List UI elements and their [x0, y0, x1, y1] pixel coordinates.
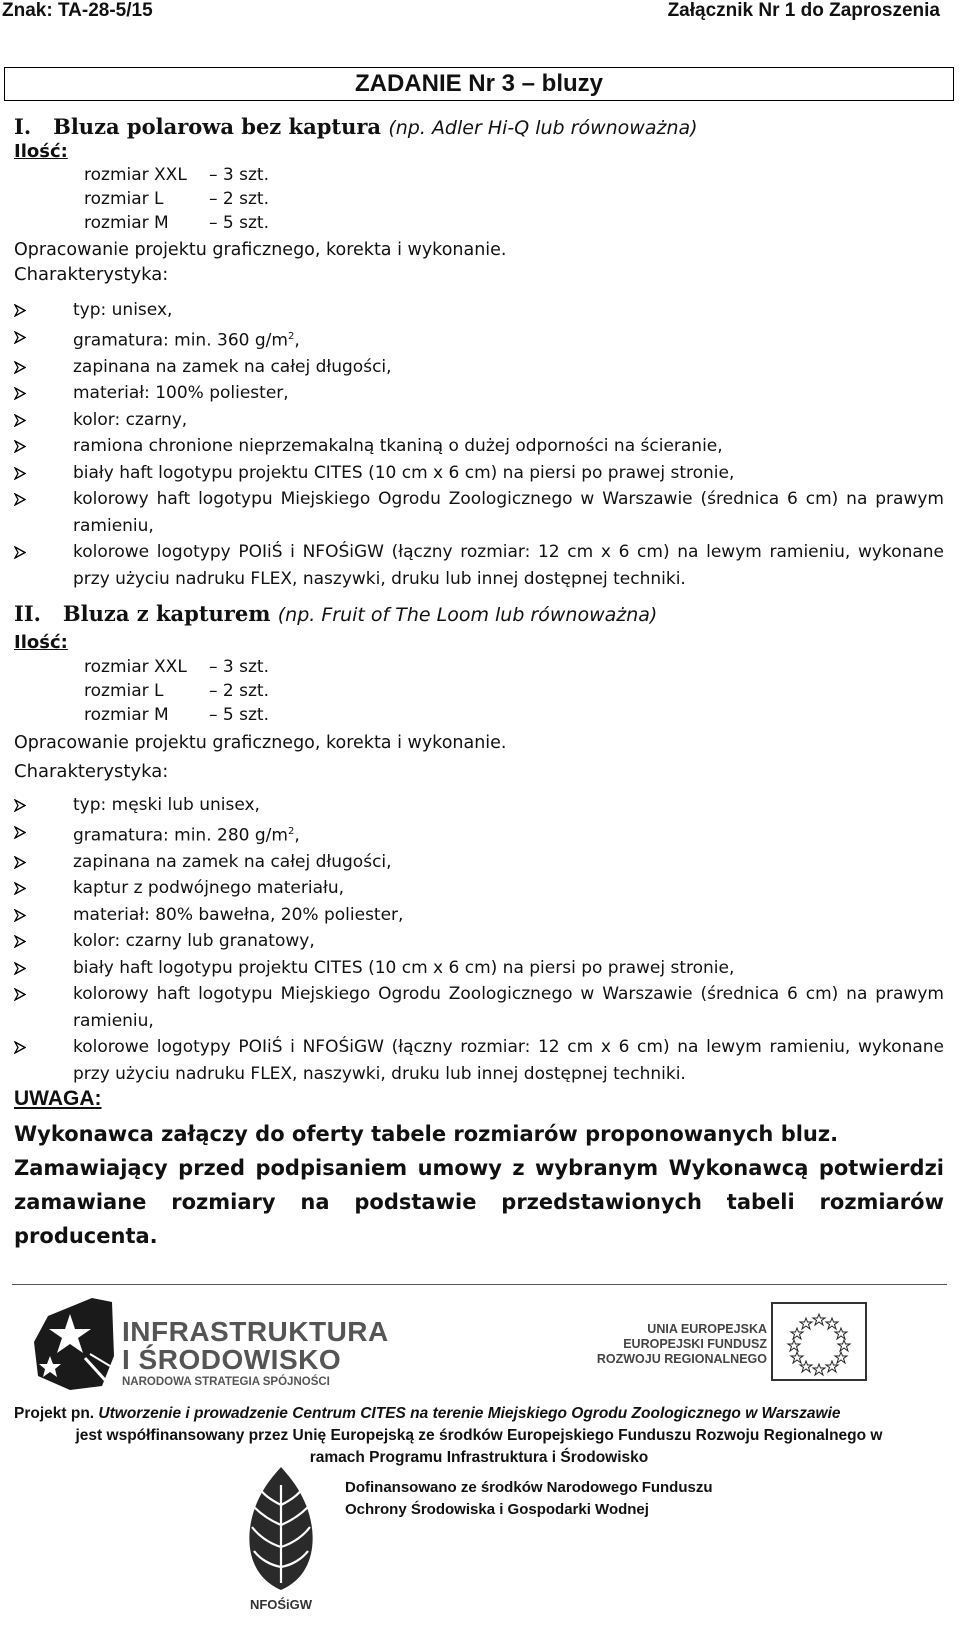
list-item: typ: unisex, [14, 297, 944, 324]
arrowhead-bullet-icon [14, 493, 26, 506]
arrowhead-bullet-icon [14, 440, 26, 453]
section-2-number: II. [14, 601, 41, 626]
list-item: kolorowe logotypy POIiŚ i NFOŚiGW (łączny rozmiar: 12 cm x 6 cm) na lewym ramieniu, wykonane przy użyciu nadruku FLEX, naszywki, druku lub innej dostępnej techniki. [14, 1034, 944, 1087]
eu-logo-text: UNIA EUROPEJSKA EUROPEJSKI FUNDUSZ ROZWOJU REGIONALNEGO [596, 1322, 767, 1366]
list-item: kolorowy haft logotypu Miejskiego Ogrodu Zoologicznego w Warszawie (średnica 6 cm) na prawym ramieniu, [14, 486, 944, 539]
eu-flag-icon [771, 1302, 867, 1381]
list-item: kaptur z podwójnego materiału, [14, 875, 944, 902]
logo-text-line-3: NARODOWA STRATEGIA SPÓJNOŚCI [122, 1376, 330, 1388]
section-2-char-label: Charakterystyka: [14, 761, 169, 782]
section-2-characteristics [14, 792, 944, 1087]
task-title: ZADANIE Nr 3 – bluzy [4, 67, 954, 101]
list-item: biały haft logotypu projektu CITES (10 cm x 6 cm) na piersi po prawej stronie, [14, 955, 944, 982]
section-2-heading [14, 601, 657, 628]
document-page: Znak: TA-28-5/15 Załącznik Nr 1 do Zaproszenia ZADANIE Nr 3 – bluzy I. Bluza polarowa bez kaptura (np. Adler Hi-Q lub równoważna) Ilość: rozmiar XXL – 3 szt. rozmiar L – 2 szt. rozmiar M – 5 szt. Opracowanie projektu graficznego, korekta i wykonanie. Charakterystyka: typ: unisex, gramatura: min. 360 $g/m^2$, zapinana na zamek na całej długości, materiał: 100% poliester, kolor: czarny, ramiona chronione nieprzemakalną tkaniną o dużej odporności na ścieranie, biały haft logotypu projektu CITES (10 cm x 6 cm) na piersi po prawej stronie, kolorowy haft logotypu Miejskiego Ogrodu Zoologicznego w Warszawie (średnica 6 cm) na prawym ramieniu, kolorowe logotypy POIiŚ i NFOŚiGW (łączny rozmiar: 12 cm x 6 cm) na lewym ramieniu, wykonane przy użyciu nadruku FLEX, naszywki, druku lub innej dostępnej techniki. II. Bluza z kapturem (np. Fruit of The Loom lub równoważna) Ilość: rozmiar XXL – 3 szt. rozmiar L – 2 szt. rozmiar M – 5 szt. Opracowanie projektu graficznego, korekta i wykonanie. Charakterystyka: typ: męski lub unisex, gramatura: min. 280 $g/m^2$, zapinana na zamek na całej długości, kaptur z podwójnego materiału, materiał: 80% bawełna, 20% poliester, kolor: czarny lub granatowy, biały haft logotypu projektu CITES (10 cm x 6 cm) na piersi po prawej stronie, kolorowy haft logotypu Miejskiego Ogrodu Zoologicznego w Warszawie (średnica 6 cm) na prawym ramieniu, kolorowe logotypy POIiŚ i NFOŚiGW (łączny rozmiar: 12 cm x 6 cm) na lewym ramieniu, wykonane przy użyciu nadruku FLEX, naszywki, druku lub innej dostępnej techniki. UWAGA: Wykonawca załączy do oferty tabele rozmiarów proponowanych bluz. Zamawiający przed podpisaniem umowy z wybranym Wykonawcą potwierdzi zamawiane rozmiary na podstawie przedstawionych tabeli rozmiarów producenta. INFRASTRUKTURA I ŚRODOWISKO NARODOWA STRATEGIA SPÓJNOŚCI UNIA EUROPEJSKA EUROPEJSKI FUNDUSZ ROZWOJU REGIONALNEGO Projekt pn. Utworzenie i prowadzenie Centrum CITES na terenie Miejskiego Ogrodu Zoologicznego w Warszawie jest współfinansowany przez Unię Europejską ze środków Europejskiego Funduszu Rozwoju Regionalnego w ramach Programu Infrastruktura i Środowisko NFOŚiGW Dofinansowano ze środków Narodowego Funduszu Ochrony Środowiska i Gospodarki Wodnej [0, 0, 960, 1625]
note-line-1: Wykonawca załączy do oferty tabele rozmiarów proponowanych bluz. [14, 1122, 839, 1146]
cofinance-line: jest współfinansowany przez Unię Europejską ze środków Europejskiego Funduszu Rozwoju Regionalnego w [75, 1427, 883, 1444]
arrowhead-bullet-icon [14, 546, 26, 559]
arrowhead-bullet-icon [14, 361, 26, 374]
arrowhead-bullet-icon [14, 331, 26, 344]
section-1-heading [14, 114, 698, 141]
attachment-label: Załącznik Nr 1 do Zaproszenia [667, 0, 940, 21]
note-line-2: Zamawiający przed podpisaniem umowy z wybranym Wykonawcą potwierdzi zamawiane rozmiary na podstawie przedstawionych tabeli rozmiarów producenta. [14, 1156, 944, 1248]
section-1-number: I. [14, 114, 32, 139]
infrastruktura-srodowisko-logo [30, 1296, 389, 1392]
page-header [0, 0, 960, 22]
arrowhead-bullet-icon [14, 304, 26, 317]
arrowhead-bullet-icon [14, 826, 26, 839]
section-1-name: Bluza polarowa bez kaptura [53, 114, 382, 139]
list-item: gramatura: min. 280 $g/m^2$, [14, 819, 944, 849]
arrowhead-bullet-icon [14, 856, 26, 869]
list-item: biały haft logotypu projektu CITES (10 cm x 6 cm) na piersi po prawej stronie, [14, 460, 944, 487]
section-2-qty-label: Ilość: [14, 632, 68, 653]
cofinance-nfosigw-text: Dofinansowano ze środków Narodowego Funduszu Ochrony Środowiska i Gospodarki Wodnej [345, 1479, 713, 1518]
nfosigw-emblem-icon [236, 1465, 326, 1595]
arrowhead-bullet-icon [14, 467, 26, 480]
arrowhead-bullet-icon [14, 935, 26, 948]
arrowhead-bullet-icon [14, 988, 26, 1001]
list-item: gramatura: min. 360 $g/m^2$, [14, 324, 944, 354]
footer-divider [12, 1284, 947, 1285]
section-2-note: (np. Fruit of The Loom lub równoważna) [277, 604, 658, 626]
arrowhead-bullet-icon [14, 414, 26, 427]
list-item: kolor: czarny lub granatowy, [14, 928, 944, 955]
arrowhead-bullet-icon [14, 387, 26, 400]
list-item: zapinana na zamek na całej długości, [14, 849, 944, 876]
list-item: ramiona chronione nieprzemakalną tkaniną o dużej odporności na ścieranie, [14, 433, 944, 460]
programme-line: ramach Programu Infrastruktura i Środowisko [309, 1449, 649, 1466]
logo-text-line-1: INFRASTRUKTURA I ŚRODOWISKO [122, 1316, 389, 1375]
list-item: kolorowe logotypy POIiŚ i NFOŚiGW (łączny rozmiar: 12 cm x 6 cm) na lewym ramieniu, wykonane przy użyciu nadruku FLEX, naszywki, druku lub innej dostępnej techniki. [14, 539, 944, 592]
list-item: kolor: czarny, [14, 407, 944, 434]
arrowhead-bullet-icon [14, 962, 26, 975]
note-text [14, 1117, 944, 1253]
section-1-characteristics [14, 297, 944, 592]
section-1-note: (np. Adler Hi-Q lub równoważna) [388, 117, 698, 139]
section-1-design: Opracowanie projektu graficznego, korekta i wykonanie. [14, 240, 507, 260]
eu-erdf-logo [585, 1300, 875, 1380]
arrowhead-bullet-icon [14, 799, 26, 812]
section-1-qty-label: Ilość: [14, 141, 68, 162]
list-item: kolorowy haft logotypu Miejskiego Ogrodu Zoologicznego w Warszawie (średnica 6 cm) na prawym ramieniu, [14, 981, 944, 1034]
section-2-name: Bluza z kapturem [62, 601, 271, 626]
section-2-design: Opracowanie projektu graficznego, korekta i wykonanie. [14, 733, 507, 753]
project-title-line: Projekt pn. Utworzenie i prowadzenie Centrum CITES na terenie Miejskiego Ogrodu Zoologicznego w Warszawie [14, 1405, 841, 1422]
list-item: materiał: 80% bawełna, 20% poliester, [14, 902, 944, 929]
leaf-star-emblem-icon [30, 1296, 115, 1392]
arrowhead-bullet-icon [14, 909, 26, 922]
section-1-char-label: Charakterystyka: [14, 264, 169, 285]
nfosigw-logo [236, 1465, 326, 1620]
list-item: typ: męski lub unisex, [14, 792, 944, 819]
arrowhead-bullet-icon [14, 1041, 26, 1054]
list-item: materiał: 100% poliester, [14, 380, 944, 407]
list-item: zapinana na zamek na całej długości, [14, 354, 944, 381]
document-number: Znak: TA-28-5/15 [2, 0, 153, 21]
nfosigw-caption: NFOŚiGW [249, 1597, 313, 1612]
note-label: UWAGA: [14, 1087, 102, 1110]
arrowhead-bullet-icon [14, 882, 26, 895]
project-footer [14, 1403, 944, 1469]
